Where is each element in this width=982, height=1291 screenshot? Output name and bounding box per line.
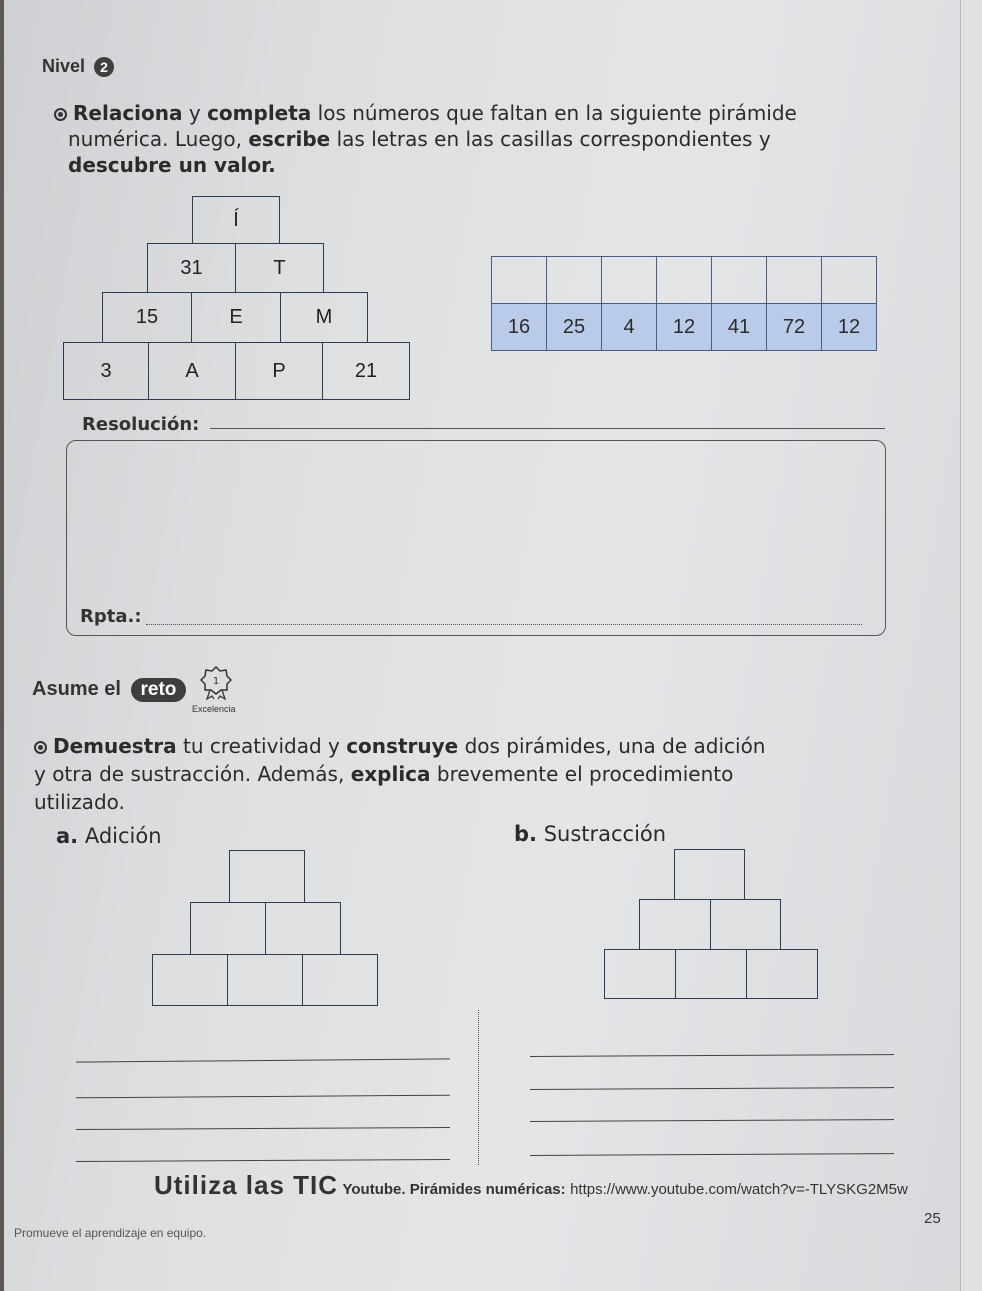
pyramid-cell[interactable]: E (191, 292, 281, 343)
empty-pyramid-cell[interactable] (604, 949, 676, 999)
empty-pyramid-cell[interactable] (710, 899, 781, 950)
subtraction-label (514, 822, 666, 846)
challenge-line-3 (34, 788, 896, 816)
answer-line[interactable] (146, 624, 862, 625)
tic-source: Youtube. Pirámides numéricas: (342, 1181, 566, 1198)
bullet-icon (34, 741, 47, 754)
level-heading (42, 56, 114, 77)
empty-pyramid-cell[interactable] (674, 849, 745, 900)
resolution-box[interactable] (66, 440, 886, 636)
empty-pyramid-cell[interactable] (190, 902, 266, 955)
subtraction-text: Sustracción (537, 822, 667, 846)
instruction-line-3 (54, 152, 894, 178)
challenge-heading (32, 678, 186, 702)
addition-letter: a. (56, 824, 79, 848)
letter-box[interactable] (712, 257, 767, 304)
value-cell: 12 (657, 304, 712, 351)
empty-pyramid-cell[interactable] (675, 949, 747, 999)
pyramid-cell[interactable]: A (148, 342, 236, 400)
medal-label: Excelencia (192, 704, 236, 714)
letter-box[interactable] (657, 257, 712, 304)
verb-escribe: escribe (248, 127, 331, 151)
letter-box[interactable] (602, 257, 657, 304)
verb-construye: construye (346, 734, 459, 758)
pyramid-cell[interactable]: T (235, 243, 324, 293)
letter-box[interactable] (492, 257, 547, 304)
next-page-edge (960, 0, 982, 1291)
tic-url[interactable]: https://www.youtube.com/watch?v=-TLYSKG2M5w (570, 1181, 908, 1198)
resolution-label: Resolución: (82, 414, 200, 435)
letter-box[interactable] (547, 257, 602, 304)
challenge-prefix: Asume el (32, 678, 121, 700)
challenge-text-1: tu creatividad y (176, 734, 347, 758)
resolution-underline (210, 428, 885, 429)
pyramid-cell[interactable]: 31 (147, 243, 236, 293)
instruction-line-2 (54, 126, 894, 152)
empty-pyramid-cell[interactable] (302, 954, 378, 1006)
empty-pyramid-cell[interactable] (227, 954, 303, 1006)
letter-box[interactable] (767, 257, 822, 304)
connector: y (182, 101, 208, 125)
subtraction-letter: b. (514, 822, 538, 846)
pyramid-cell[interactable]: P (235, 342, 323, 400)
level-label: Nivel (42, 56, 86, 76)
instruction-text-4: descubre un valor. (68, 153, 276, 177)
empty-pyramid-cell[interactable] (229, 850, 305, 903)
value-cell: 4 (602, 304, 657, 351)
letter-box[interactable] (822, 257, 877, 304)
challenge-line-2 (34, 760, 896, 788)
value-cell: 41 (712, 304, 767, 351)
values-row (492, 304, 877, 351)
promo-footer: Promueve el aprendizaje en equipo. (14, 1226, 207, 1240)
empty-pyramid-cell[interactable] (746, 949, 818, 999)
answer-label: Rpta.: (80, 606, 142, 627)
level-number-badge: 2 (94, 57, 114, 77)
challenge-line-1 (34, 732, 896, 760)
pyramid-cell[interactable]: 21 (322, 342, 410, 400)
answer-table (491, 256, 877, 351)
value-cell: 16 (492, 304, 547, 351)
instruction-text-2: numérica. Luego, (68, 127, 249, 151)
empty-pyramid-cell[interactable] (265, 902, 341, 955)
value-cell: 12 (822, 304, 877, 351)
empty-pyramid-cell[interactable] (639, 899, 711, 950)
instruction-text-1: los números que faltan en la siguiente pirámide (311, 101, 797, 125)
instruction-text-3: las letras en las casillas correspondientes y (330, 127, 771, 151)
addition-label (56, 824, 162, 848)
page-number: 25 (924, 1210, 941, 1227)
reto-badge: reto (131, 678, 187, 702)
challenge-text-4: brevemente el procedimiento (430, 762, 734, 786)
medal-icon (200, 666, 232, 700)
verb-relaciona: Relaciona (73, 101, 183, 125)
tic-label: Utiliza las TIC (154, 1170, 339, 1200)
value-cell: 72 (767, 304, 822, 351)
challenge-text-2: dos pirámides, una de adición (458, 734, 766, 758)
addition-text: Adición (78, 824, 162, 848)
verb-completa: completa (207, 101, 312, 125)
verb-demuestra: Demuestra (53, 734, 177, 758)
medal-number: 1 (212, 676, 220, 687)
challenge-instructions (34, 732, 896, 816)
tic-footer (154, 1170, 908, 1201)
verb-explica: explica (350, 762, 431, 786)
instruction-line-1 (54, 100, 894, 126)
challenge-text-5: utilizado. (34, 790, 125, 814)
bullet-icon (54, 108, 67, 121)
empty-pyramid-cell[interactable] (152, 954, 228, 1006)
exercise-instructions (54, 100, 894, 178)
challenge-text-3: y otra de sustracción. Además, (34, 762, 351, 786)
column-divider (478, 1010, 479, 1165)
pyramid-cell[interactable]: 3 (63, 342, 149, 400)
pyramid-cell[interactable]: Í (192, 196, 280, 244)
letters-row (492, 257, 877, 304)
pyramid-cell[interactable]: 15 (102, 292, 192, 343)
value-cell: 25 (547, 304, 602, 351)
pyramid-cell[interactable]: M (280, 292, 368, 343)
